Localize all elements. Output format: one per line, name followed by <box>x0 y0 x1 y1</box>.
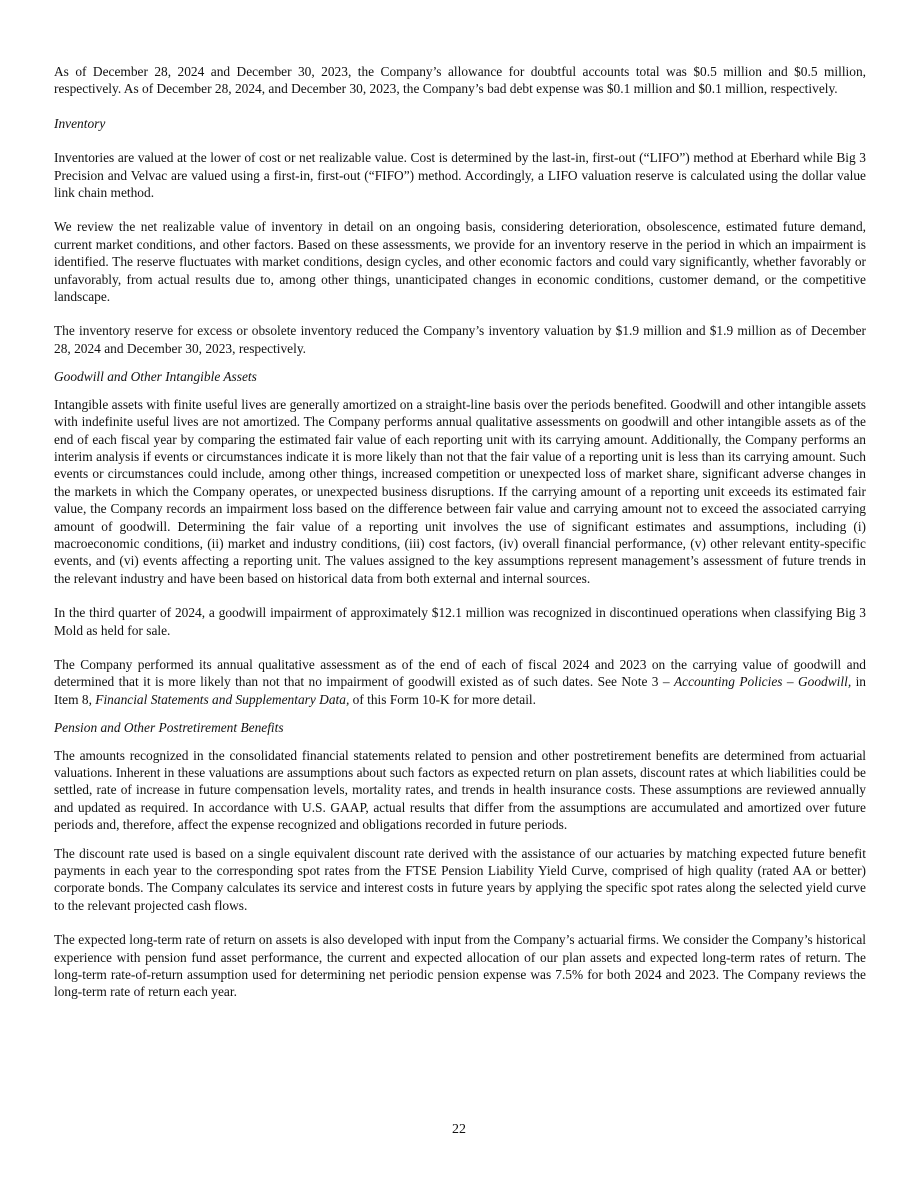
pension-paragraph-1: The amounts recognized in the consolidated financial statements related to pension and other postretirement benefits are determined from actuarial valuations. Inherent in these valuations are assumptions about such factors as expected return on plan assets, discount rates at which liabilities could be settled, rate of increase in future compensation levels, mortality rates, and trends in health insurance costs. These assumptions are reviewed annually and updated as required. In accordance with U.S. GAAP, actual results that differ from the assumptions are accumulated and amortized over future periods and, therefore, affect the expense recognized and obligations recorded in future periods. <box>54 747 866 833</box>
item-8-reference: Financial Statements and Supplementary Data, <box>95 691 350 707</box>
goodwill-paragraph-3 <box>54 656 866 708</box>
allowance-paragraph: As of December 28, 2024 and December 30, 2023, the Company’s allowance for doubtful accounts total was $0.5 million and $0.5 million, respectively. As of December 28, 2024, and December 30, 2023, the Company’s bad debt expense was $0.1 million and $0.1 million, respectively. <box>54 64 866 97</box>
goodwill-p3-text-c: of this Form 10-K for more detail. <box>349 691 536 707</box>
pension-paragraph-2: The discount rate used is based on a single equivalent discount rate derived with the assistance of our actuaries by matching expected future benefit payments in each year to the corresponding spot rates from the FTSE Pension Liability Yield Curve, comprised of high quality (rated AA or better) corporate bonds. The Company calculates its service and interest costs in future years by applying the specific spot rates along the selected yield curve to the relevant projected cash flows. <box>54 845 866 913</box>
inventory-paragraph-2: We review the net realizable value of inventory in detail on an ongoing basis, considering deterioration, obsolescence, estimated future demand, current market conditions, and other factors. Based on these assessments, we provide for an inventory reserve in the period in which an impairment is identified. The reserve fluctuates with market conditions, design cycles, and other economic factors and could vary significantly, whether favorably or unfavorably, from actual results due to, among other things, unanticipated changes in economic conditions, customer demand, or the competitive landscape. <box>54 219 866 305</box>
goodwill-p3-text-a: The Company performed its annual qualitative assessment as of the end of each of fiscal 2024 and 2023 on the carrying value of goodwill and determined that it is more likely than not that no impairment of goodwill existed as of such dates. See Note 3 – <box>54 656 866 690</box>
goodwill-paragraph-2: In the third quarter of 2024, a goodwill impairment of approximately $12.1 million was recognized in discontinued operations when classifying Big 3 Mold as held for sale. <box>54 605 866 638</box>
page-number: 22 <box>452 1122 466 1137</box>
pension-heading: Pension and Other Postretirement Benefits <box>54 720 284 736</box>
pension-paragraph-3: The expected long-term rate of return on assets is also developed with input from the Company’s actuarial firms. We consider the Company’s historical experience with pension fund asset performance, the current and expected allocation of our plan assets and expected long-term rates of return. The long-term rate-of-return assumption used for determining net periodic pension expense was 7.5% for both 2024 and 2023. The Company reviews the long-term rate of return each year. <box>54 932 866 1000</box>
inventory-paragraph-3: The inventory reserve for excess or obsolete inventory reduced the Company’s inventory valuation by $1.9 million and $1.9 million as of December 28, 2024 and December 30, 2023, respectively. <box>54 323 866 356</box>
goodwill-heading: Goodwill and Other Intangible Assets <box>54 369 257 385</box>
goodwill-paragraph-1: Intangible assets with finite useful lives are generally amortized on a straight-line basis over the periods benefited. Goodwill and other intangible assets with indefinite useful lives are not amortized. The Company performs annual qualitative assessments on goodwill and other intangible assets as of the end of each fiscal year by comparing the estimated fair value of each reporting unit with its carrying amount. Additionally, the Company performs an interim analysis if events or circumstances indicate it is more likely than not that the fair value of a reporting unit is less than its carrying amount. Such events or circumstances could include, among other things, increased competition or unexpected loss of market share, significant adverse changes in the markets in which the Company operates, or unexpected business disruptions. If the carrying amount of a reporting unit exceeds its estimated fair value, the Company records an impairment loss based on the difference between fair value and carrying amount not to exceed the associated carrying amount of goodwill. Determining the fair value of a reporting unit involves the use of significant estimates and assumptions, including (i) macroeconomic conditions, (ii) market and industry conditions, (iii) cost factors, (iv) overall financial performance, (v) other relevant entity-specific events, and (vi) events affecting a reporting unit. The values assigned to the key assumptions represent management’s assessment of future trends in the relevant industry and have been based on historical data from both external and internal sources. <box>54 396 866 586</box>
inventory-paragraph-1: Inventories are valued at the lower of cost or net realizable value. Cost is determined by the last-in, first-out (“LIFO”) method at Eberhard while Big 3 Precision and Velvac are valued using a first-in, first-out (“FIFO”) method. Accordingly, a LIFO valuation reserve is calculated using the dollar value link chain method. <box>54 150 866 201</box>
note-3-reference: Accounting Policies – Goodwill, <box>673 674 852 690</box>
inventory-heading: Inventory <box>54 115 106 131</box>
document-page <box>54 63 866 1001</box>
goodwill-p3-text-b: in Item 8, <box>54 674 866 707</box>
